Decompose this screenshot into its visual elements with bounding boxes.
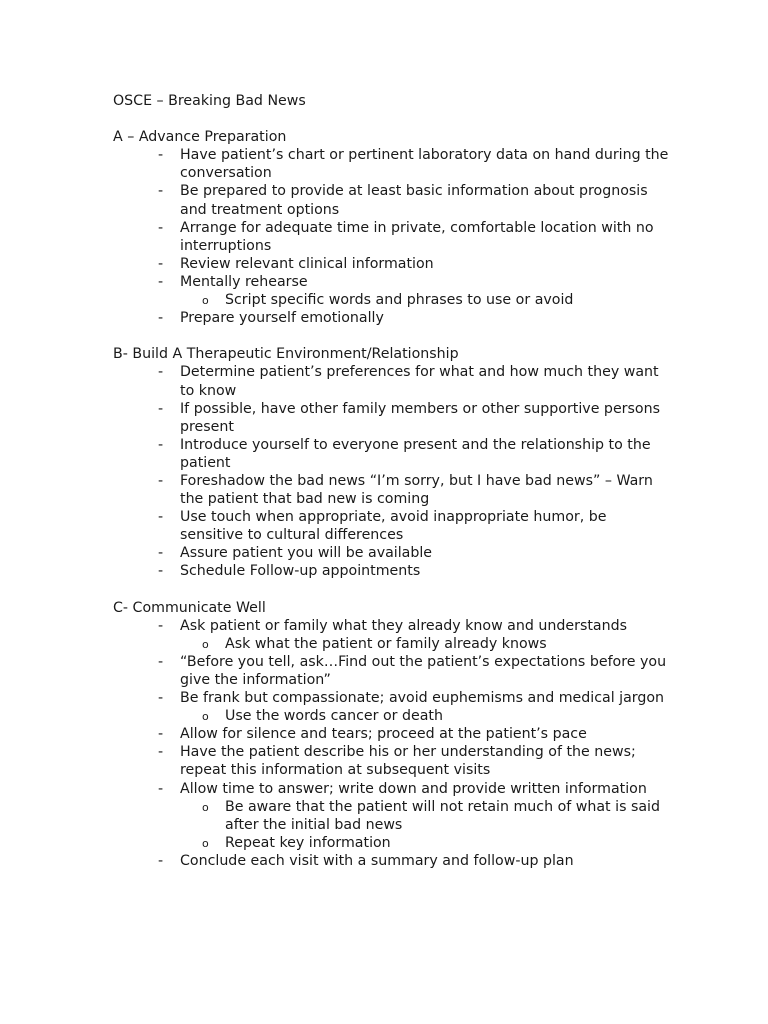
bullet-item [113,146,673,182]
bullet-item [113,273,673,309]
bullet-text: Allow for silence and tears; proceed at the patient’s pace [180,726,587,743]
bullet-item [113,219,673,255]
circle-marker-icon: o [202,710,209,724]
bullet-list [113,146,673,327]
bullet-text: If possible, have other family members or other supportive persons present [180,400,660,435]
bullet-text: Have the patient describe his or her understanding of the news; repeat this information at subsequent visits [180,744,636,779]
bullet-text: Be prepared to provide at least basic information about prognosis and treatment options [180,183,648,218]
bullet-item [113,182,673,218]
dash-marker-icon: - [158,219,164,236]
dash-marker-icon: - [158,364,164,381]
bullet-text: Review relevant clinical information [180,255,434,272]
dash-marker-icon: - [158,726,164,743]
dash-marker-icon: - [158,400,164,417]
bullet-text: Allow time to answer; write down and provide written information [180,780,647,797]
bullet-text: Be frank but compassionate; avoid euphemisms and medical jargon [180,690,665,707]
sub-bullet-text: Use the words cancer or death [225,708,443,725]
document-title: OSCE – Breaking Bad News [113,93,306,109]
section-heading: B- Build A Therapeutic Environment/Relationship [113,346,459,363]
dash-marker-icon: - [158,545,164,562]
circle-marker-icon: o [202,800,209,814]
bullet-text: Prepare yourself emotionally [180,310,384,327]
sub-bullet-item [180,707,673,725]
section [113,128,673,327]
bullet-text: Ask patient or family what they already know and understands [180,617,627,634]
dash-marker-icon: - [158,852,164,869]
dash-marker-icon: - [158,780,164,797]
bullet-list [113,363,673,580]
sub-bullet-item [180,291,673,309]
bullet-text: Assure patient you will be available [180,545,433,562]
bullet-item [113,255,673,273]
dash-marker-icon: - [158,653,164,670]
bullet-item [113,436,673,472]
bullet-list [113,617,673,870]
dash-marker-icon: - [158,509,164,526]
sub-bullet-text: Ask what the patient or family already knows [225,635,547,652]
bullet-text: Arrange for adequate time in private, comfortable location with no interruptions [180,219,654,254]
bullet-text: Schedule Follow-up appointments [180,563,421,580]
dash-marker-icon: - [158,436,164,453]
bullet-item [113,363,673,399]
bullet-text: Introduce yourself to everyone present and the relationship to the patient [180,436,651,471]
dash-marker-icon: - [158,183,164,200]
bullet-text: Conclude each visit with a summary and follow-up plan [180,852,574,869]
dash-marker-icon: - [158,310,164,327]
dash-marker-icon: - [158,563,164,580]
document-page [113,92,673,870]
dash-marker-icon: - [158,147,164,164]
bullet-item [113,743,673,779]
bullet-text: Mentally rehearse [180,273,308,290]
dash-marker-icon: - [158,273,164,290]
bullet-item [113,472,673,508]
bullet-text: “Before you tell, ask…Find out the patient’s expectations before you give the information” [180,653,667,688]
sub-bullet-item [180,635,673,653]
sub-bullet-list [180,635,673,653]
bullet-text: Determine patient’s preferences for what and how much they want to know [180,364,659,399]
bullet-text: Use touch when appropriate, avoid inappropriate humor, be sensitive to cultural differences [180,509,607,544]
section-heading: A – Advance Preparation [113,129,287,146]
bullet-item [113,689,673,725]
bullet-item [113,852,673,870]
bullet-item [113,617,673,653]
sub-bullet-list [180,707,673,725]
section [113,345,673,580]
bullet-item [113,508,673,544]
sections-container [113,128,673,870]
sub-bullet-list [180,798,673,852]
bullet-text: Have patient’s chart or pertinent laboratory data on hand during the conversation [180,147,669,182]
dash-marker-icon: - [158,690,164,707]
sub-bullet-list [180,291,673,309]
bullet-item [113,400,673,436]
circle-marker-icon: o [202,294,209,308]
sub-bullet-item [180,798,673,834]
section [113,599,673,870]
bullet-item [113,562,673,580]
dash-marker-icon: - [158,617,164,634]
sub-bullet-text: Script specific words and phrases to use or avoid [225,292,574,309]
dash-marker-icon: - [158,744,164,761]
bullet-item [113,780,673,852]
sub-bullet-text: Repeat key information [225,834,391,851]
sub-bullet-text: Be aware that the patient will not retain much of what is said after the initial bad news [225,798,661,833]
bullet-item [113,544,673,562]
bullet-text: Foreshadow the bad news “I’m sorry, but I have bad news” – Warn the patient that bad new is coming [180,472,653,508]
circle-marker-icon: o [202,836,209,850]
section-heading: C- Communicate Well [113,599,266,616]
bullet-item [113,725,673,743]
bullet-item [113,653,673,689]
bullet-item [113,309,673,327]
circle-marker-icon: o [202,637,209,651]
sub-bullet-item [180,834,673,852]
dash-marker-icon: - [158,255,164,272]
dash-marker-icon: - [158,472,164,489]
